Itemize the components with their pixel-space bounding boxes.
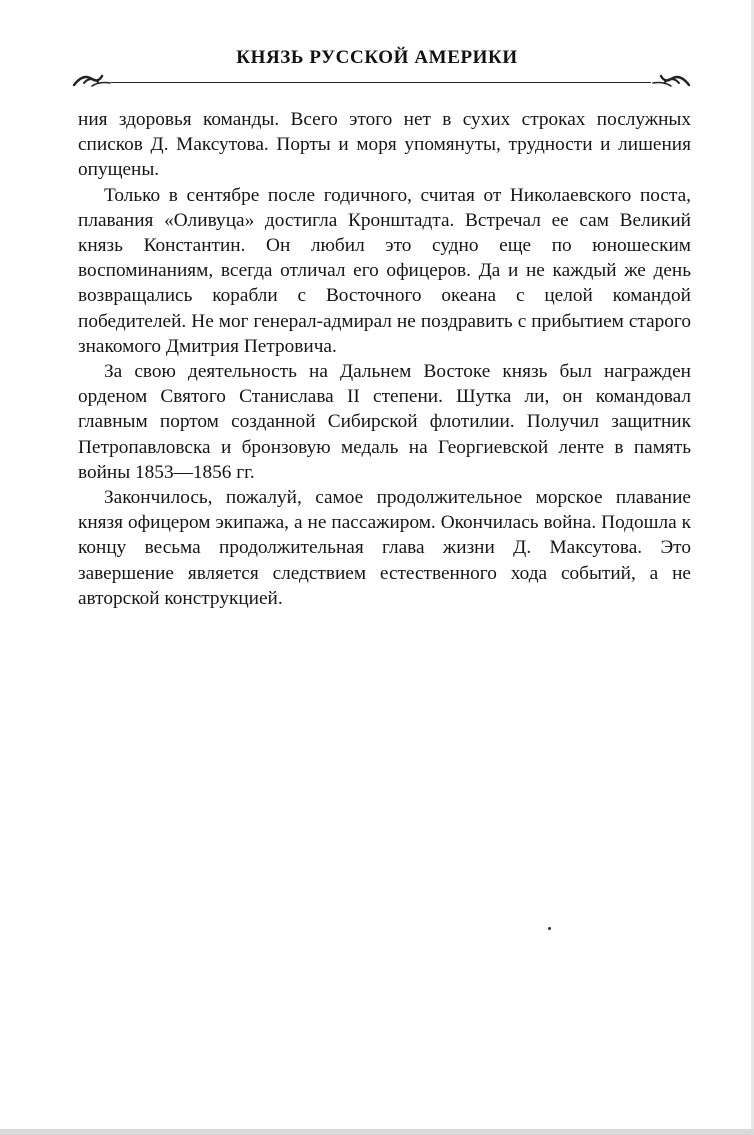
header-rule — [111, 82, 651, 83]
paragraph: Закончилось, пожалуй, самое продолжительное морское плавание князя офицером экипажа, а не пассажиром. Окончилась война. Подошла к концу весьма продолжительная глава жизни Д. Максутова. Это завершение является следствием естественного хода событий, а не авторской конструкцией. — [78, 487, 691, 609]
scroll-flourish-left-icon — [72, 67, 112, 89]
running-head-title: КНЯЗЬ РУССКОЙ АМЕРИКИ — [236, 47, 518, 68]
body-text — [78, 107, 691, 611]
scroll-flourish-right-icon — [651, 67, 691, 89]
page-edge-bottom — [0, 1129, 754, 1135]
paragraph: За свою деятельность на Дальнем Востоке князь был награжден орденом Святого Станислава II степени. Шутка ли, он командовал главным портом созданной Сибирской флотилии. Получил защитник Петропавловска и бронзовую медаль на Георгиевской ленте в память войны 1853—1856 гг. — [78, 361, 691, 483]
paragraph: Только в сентябре после годичного, считая от Николаевского поста, плавания «Оливуца» достигла Кронштадта. Встречал ее сам Великий князь Константин. Он любил это судно еще по юношеским воспоминаниям, всегда отличал его офицеров. Да и не каждый же день возвращались корабли с Восточного океана с целой командой победителей. Не мог генерал-адмирал не поздравить с прибытием старого знакомого Дмитрия Петровича. — [78, 184, 691, 357]
paragraph-continued: ния здоровья команды. Всего этого нет в сухих строках послужных списков Д. Максутова. Порты и моря упомянуты, трудности и лишения опущены. — [78, 109, 691, 181]
print-speck — [548, 927, 551, 930]
